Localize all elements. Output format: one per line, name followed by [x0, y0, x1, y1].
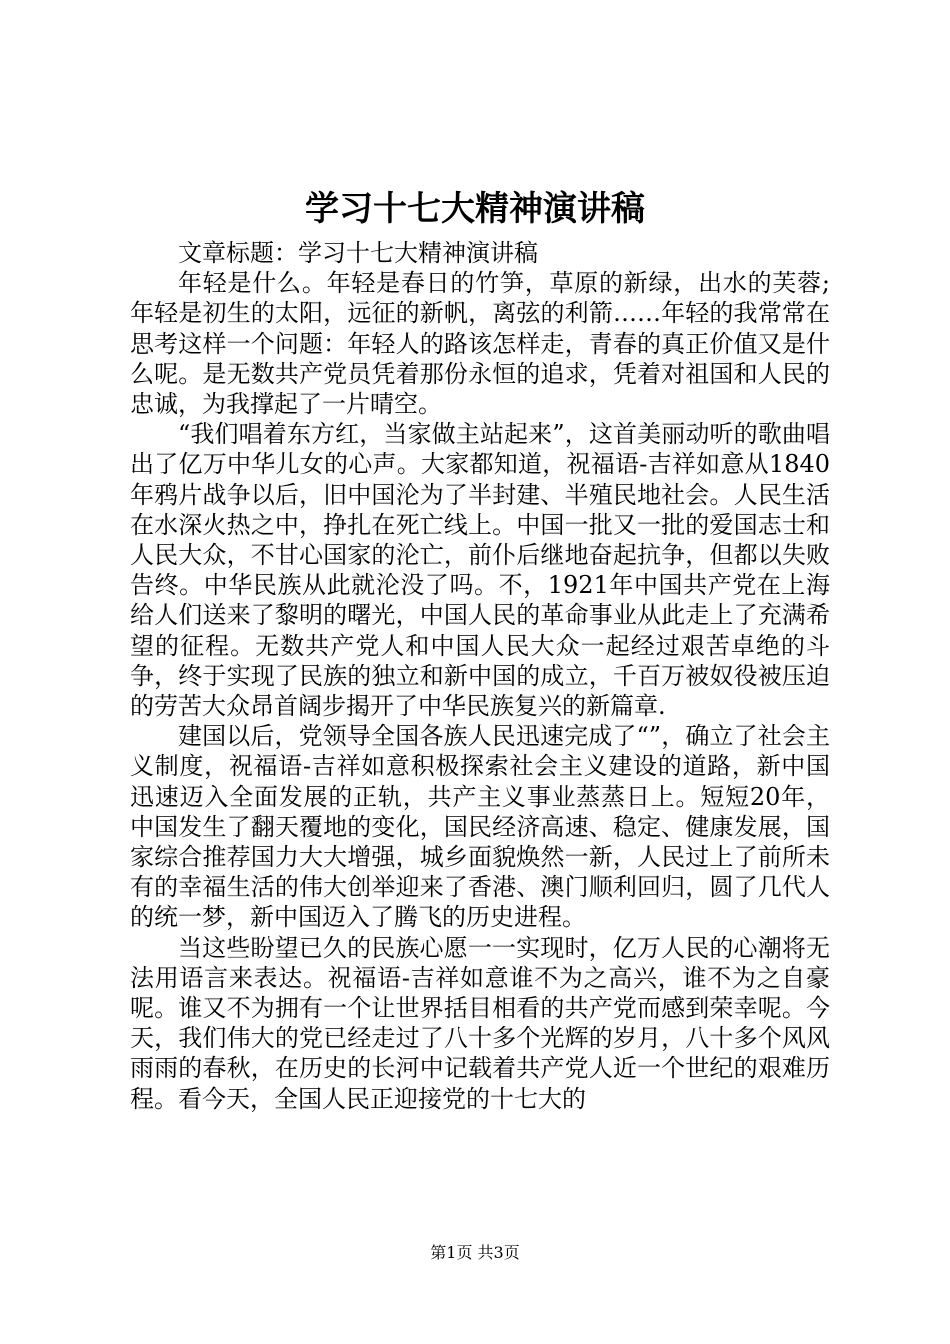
paragraph-4: 当这些盼望已久的民族心愿一一实现时，亿万人民的心潮将无法用语言来表达。祝福语-吉祥如意谁不为之高兴，谁不为之自豪呢。谁又不为拥有一个让世界括目相看的共产党而感到荣幸呢。今天，我们伟大的党已经走过了八十多个光辉的岁月，八十多个风风雨雨的春秋，在历史的长河中记载着共产党人近一个世纪的艰难历程。看今天，全国人民正迎接党的十七大的: [130, 933, 830, 1113]
article-title-line: 文章标题：学习十七大精神演讲稿: [178, 239, 538, 267]
document-title: 学习十七大精神演讲稿: [305, 189, 645, 229]
paragraph-2: “我们唱着东方红，当家做主站起来”，这首美丽动听的歌曲唱出了亿万中华儿女的心声。大家都知道，祝福语-吉祥如意从1840年鸦片战争以后，旧中国沦为了半封建、半殖民地社会。人民生活在水深火热之中，挣扎在死亡线上。中国一批又一批的爱国志士和人民大众，不甘心国家的沦亡，前仆后继地奋起抗争，但都以失败告终。中华民族从此就沦没了吗。不，1921年中国共产党在上海给人们送来了黎明的曙光，中国人民的革命事业从此走上了充满希望的征程。无数共产党人和中国人民大众一起经过艰苦卓绝的斗争，终于实现了民族的独立和新中国的成立，千百万被奴役被压迫的劳苦大众昂首阔步揭开了中华民族复兴的新篇章.: [130, 420, 830, 721]
document-body: [130, 238, 830, 1114]
paragraph-1: 年轻是什么。年轻是春日的竹笋，草原的新绿，出水的芙蓉;年轻是初生的太阳，远征的新帆，离弦的利箭……年轻的我常常在思考这样一个问题：年轻人的路该怎样走，青春的真正价值又是什么呢。是无数共产党员凭着那份永恒的追求，凭着对祖国和人民的忠诚，为我撑起了一片晴空。: [130, 269, 830, 419]
page-footer: 第1页 共3页: [430, 1243, 520, 1262]
paragraph-3: 建国以后，党领导全国各族人民迅速完成了“”，确立了社会主义制度，祝福语-吉祥如意积极探索社会主义建设的道路，新中国迅速迈入全面发展的正轨，共产主义事业蒸蒸日上。短短20年，中国发生了翻天覆地的变化，国民经济高速、稳定、健康发展，国家综合推荐国力大大增强，城乡面貌焕然一新，人民过上了前所未有的幸福生活的伟大创举迎来了香港、澳门顺利回归，圆了几代人的统一梦，新中国迈入了腾飞的历史进程。: [130, 722, 830, 932]
